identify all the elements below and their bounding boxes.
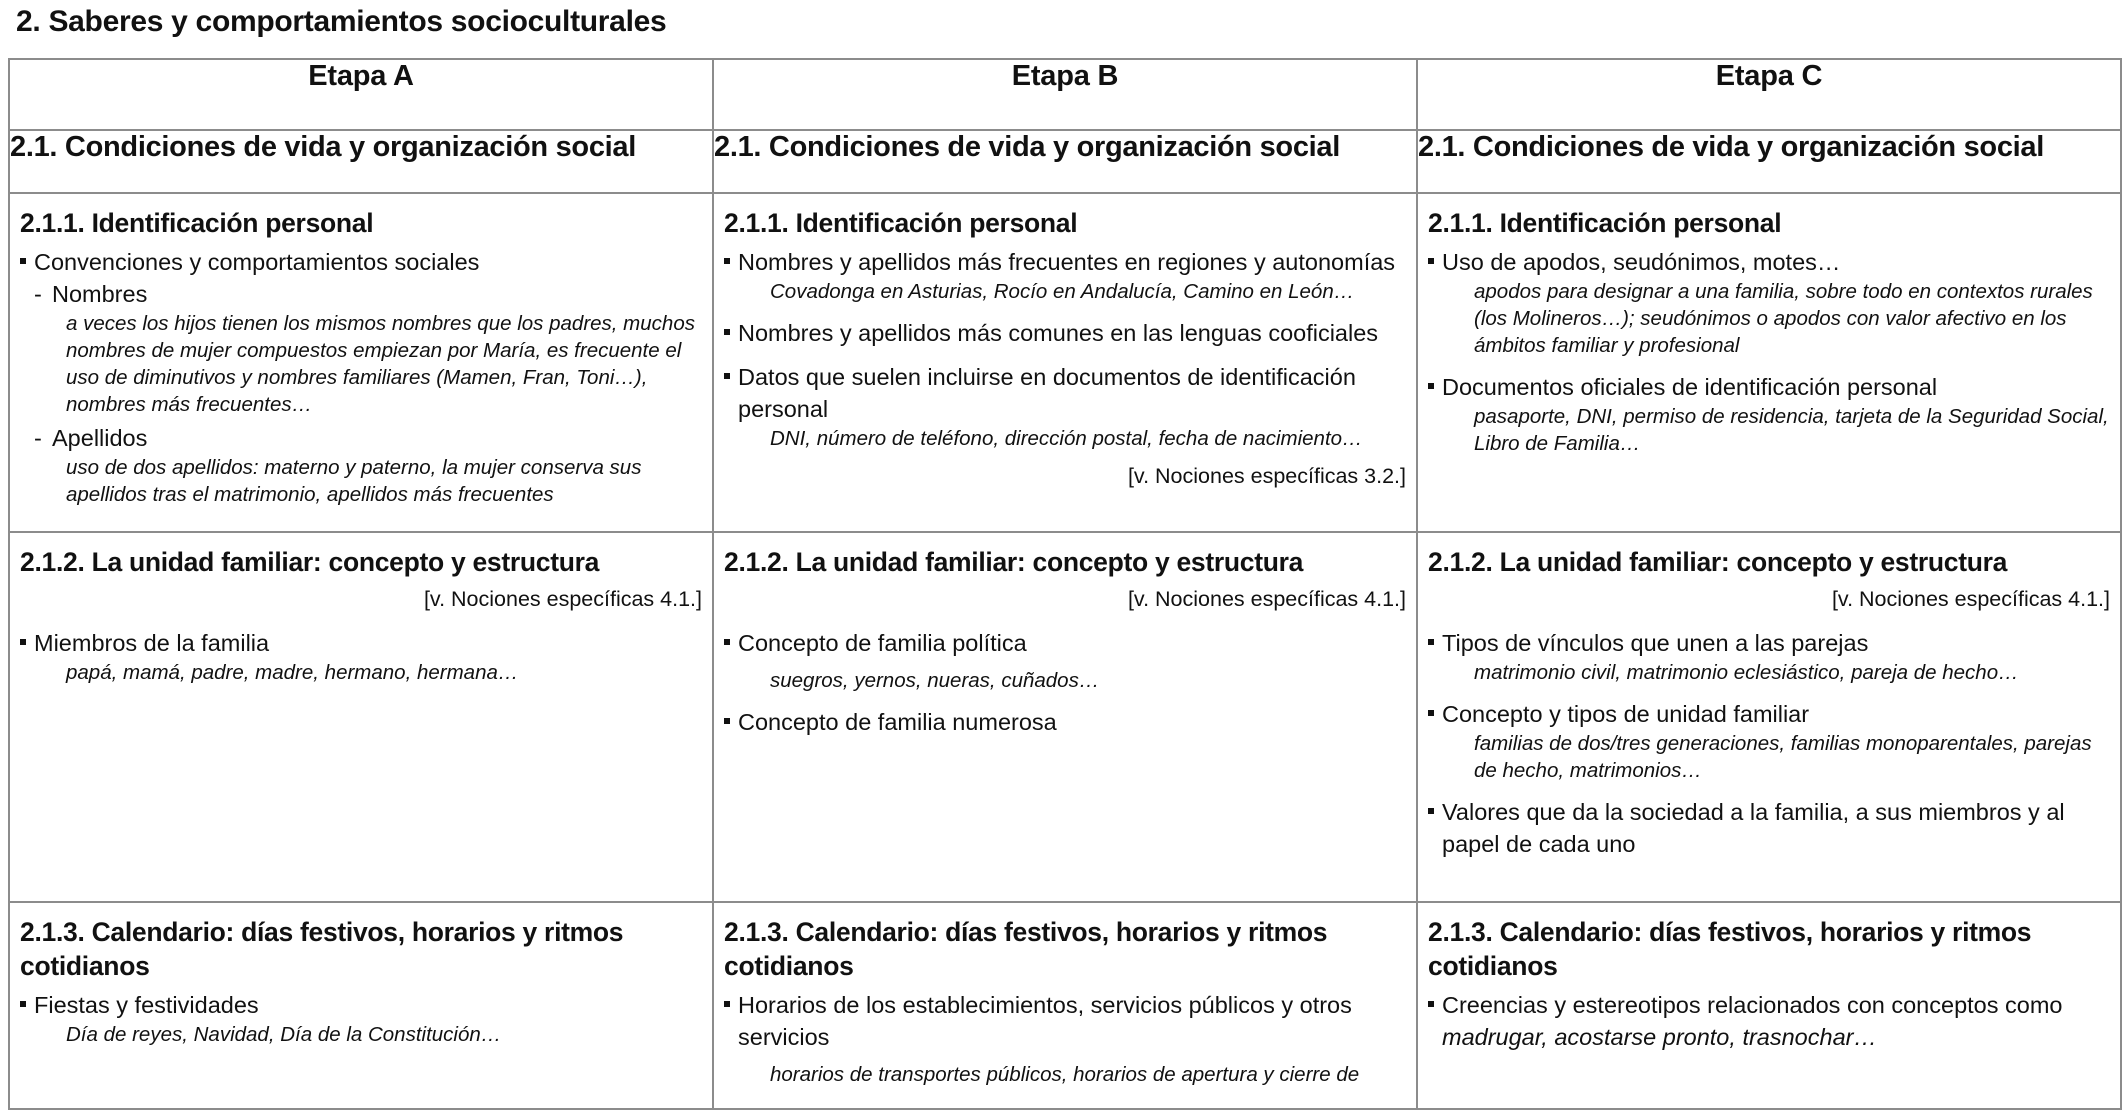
cell-a-calendario bbox=[9, 902, 713, 1109]
list-item: Nombres y apellidos más frecuentes en regiones y autonomías bbox=[724, 246, 1406, 278]
bullet-icon bbox=[1428, 258, 1434, 264]
subheading: 2.1.3. Calendario: días festivos, horarios y ritmos cotidianos bbox=[724, 917, 1328, 982]
cell-a-unidad-familiar bbox=[9, 532, 713, 903]
subheading: 2.1.3. Calendario: días festivos, horarios y ritmos cotidianos bbox=[1428, 917, 2032, 982]
example-text: familias de dos/tres generaciones, familias monoparentales, parejas de hecho, matrimonios… bbox=[1474, 731, 2092, 782]
list-item: Convenciones y comportamientos sociales bbox=[20, 246, 702, 278]
section-heading-c: 2.1. Condiciones de vida y organización social bbox=[1417, 130, 2121, 193]
list-item: Concepto de familia política bbox=[724, 627, 1406, 659]
example-text: Día de reyes, Navidad, Día de la Constitución… bbox=[66, 1023, 502, 1047]
cell-b-unidad-familiar bbox=[713, 532, 1417, 903]
subheading: 2.1.1. Identificación personal bbox=[1428, 208, 1782, 239]
sub-item: - Nombres bbox=[20, 278, 702, 310]
list-item: Creencias y estereotipos relacionados con conceptos como madrugar, acostarse pronto, trasnochar… bbox=[1428, 989, 2110, 1053]
cross-reference: [v. Nociones específicas 4.1.] bbox=[423, 586, 702, 611]
dash-icon: - bbox=[34, 425, 42, 452]
bullet-icon bbox=[1428, 808, 1434, 814]
subheading: 2.1.1. Identificación personal bbox=[724, 208, 1078, 239]
bullet-icon bbox=[20, 1001, 26, 1007]
bullet-icon bbox=[1428, 1001, 1434, 1007]
cell-b-identificacion bbox=[713, 193, 1417, 531]
bullet-icon bbox=[724, 1001, 730, 1007]
example-text: uso de dos apellidos: materno y paterno, la mujer conserva sus apellidos tras el matrimonio, apellidos más frecuentes bbox=[66, 456, 642, 507]
bullet-icon bbox=[724, 373, 730, 379]
dash-icon: - bbox=[34, 281, 42, 308]
cell-a-identificacion bbox=[9, 193, 713, 531]
example-text: Covadonga en Asturias, Rocío en Andalucía, Camino en León… bbox=[770, 280, 1355, 304]
example-text: madrugar, acostarse pronto, trasnochar… bbox=[1442, 1024, 1877, 1051]
list-item: Concepto y tipos de unidad familiar bbox=[1428, 698, 2110, 730]
bullet-icon bbox=[1428, 639, 1434, 645]
row-calendario bbox=[9, 902, 2121, 1109]
subheading: 2.1.3. Calendario: días festivos, horarios y ritmos cotidianos bbox=[20, 917, 624, 982]
example-text: papá, mamá, padre, madre, hermano, hermana… bbox=[66, 660, 519, 684]
cell-c-identificacion bbox=[1417, 193, 2121, 531]
bullet-icon bbox=[724, 639, 730, 645]
subheading: 2.1.2. La unidad familiar: concepto y estructura bbox=[20, 546, 600, 577]
list-item: Documentos oficiales de identificación personal bbox=[1428, 371, 2110, 403]
row-identificacion-personal bbox=[9, 193, 2121, 531]
example-text: horarios de transportes públicos, horarios de apertura y cierre de bbox=[770, 1063, 1360, 1087]
subheading: 2.1.2. La unidad familiar: concepto y estructura bbox=[724, 546, 1304, 577]
list-item: Miembros de la familia bbox=[20, 627, 702, 659]
example-text: a veces los hijos tienen los mismos nombres que los padres, muchos nombres de mujer compuestos empiezan por María, es frecuente el uso de diminutivos y nombres familiares (Mamen, Fran, Toni…), nombres más frecuentes… bbox=[66, 312, 695, 417]
section-row bbox=[9, 130, 2121, 193]
etapa-c-header: Etapa C bbox=[1417, 59, 2121, 130]
bullet-icon bbox=[1428, 710, 1434, 716]
bullet-icon bbox=[20, 258, 26, 264]
row-unidad-familiar bbox=[9, 532, 2121, 903]
example-text: DNI, número de teléfono, dirección postal, fecha de nacimiento… bbox=[770, 427, 1363, 451]
list-item: Uso de apodos, seudónimos, motes… bbox=[1428, 246, 2110, 278]
example-text: suegros, yernos, nueras, cuñados… bbox=[770, 668, 1100, 692]
list-item: Horarios de los establecimientos, servicios públicos y otros servicios bbox=[724, 989, 1406, 1053]
cell-b-calendario bbox=[713, 902, 1417, 1109]
list-item: Tipos de vínculos que unen a las parejas bbox=[1428, 627, 2110, 659]
example-text: apodos para designar a una familia, sobre todo en contextos rurales (los Molineros…); seudónimos o apodos con valor afectivo en los ámbitos familiar y profesional bbox=[1474, 280, 2093, 358]
curriculum-table bbox=[8, 58, 2122, 1110]
sub-item: - Apellidos bbox=[20, 422, 702, 454]
bullet-icon bbox=[724, 329, 730, 335]
page-title: 2. Saberes y comportamientos socioculturales bbox=[16, 5, 667, 38]
bullet-icon bbox=[1428, 383, 1434, 389]
cell-c-calendario bbox=[1417, 902, 2121, 1109]
etapa-a-header: Etapa A bbox=[9, 59, 713, 130]
example-text: pasaporte, DNI, permiso de residencia, tarjeta de la Seguridad Social, Libro de Familia… bbox=[1474, 405, 2109, 456]
list-item: Valores que da la sociedad a la familia, a sus miembros y al papel de cada uno bbox=[1428, 796, 2110, 860]
bullet-icon bbox=[724, 258, 730, 264]
list-item: Fiestas y festividades bbox=[20, 989, 702, 1021]
cross-reference: [v. Nociones específicas 4.1.] bbox=[1127, 586, 1406, 611]
list-item: Concepto de familia numerosa bbox=[724, 706, 1406, 738]
cell-c-unidad-familiar bbox=[1417, 532, 2121, 903]
subheading: 2.1.2. La unidad familiar: concepto y estructura bbox=[1428, 546, 2008, 577]
cross-reference: [v. Nociones específicas 3.2.] bbox=[1127, 464, 1406, 489]
subheading: 2.1.1. Identificación personal bbox=[20, 208, 374, 239]
example-text: matrimonio civil, matrimonio eclesiástico, pareja de hecho… bbox=[1474, 660, 2019, 684]
list-item: Datos que suelen incluirse en documentos de identificación personal bbox=[724, 361, 1406, 425]
cross-reference: [v. Nociones específicas 4.1.] bbox=[1831, 586, 2110, 611]
etapa-header-row bbox=[9, 59, 2121, 130]
etapa-b-header: Etapa B bbox=[713, 59, 1417, 130]
section-heading-a: 2.1. Condiciones de vida y organización social bbox=[9, 130, 713, 193]
bullet-icon bbox=[20, 639, 26, 645]
bullet-icon bbox=[724, 718, 730, 724]
list-item: Nombres y apellidos más comunes en las lenguas cooficiales bbox=[724, 317, 1406, 349]
section-heading-b: 2.1. Condiciones de vida y organización social bbox=[713, 130, 1417, 193]
